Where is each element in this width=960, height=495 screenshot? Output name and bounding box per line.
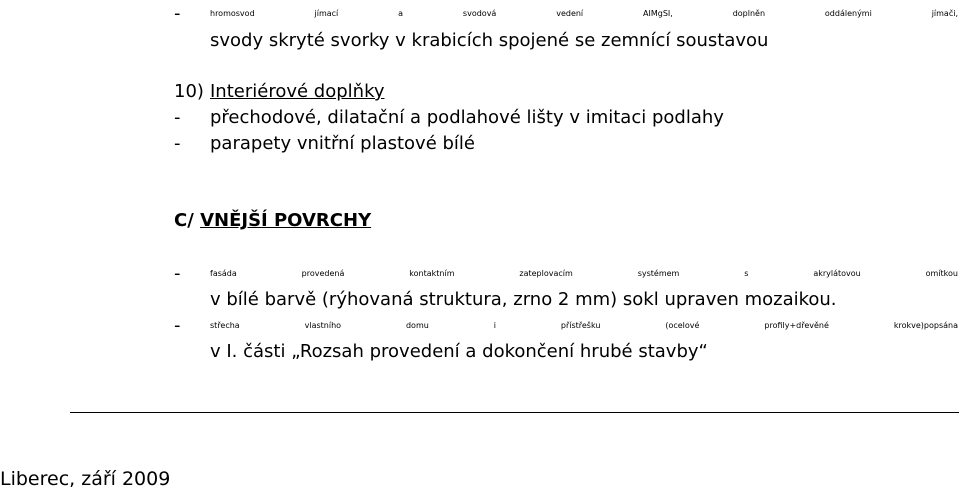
footer-place-date: Liberec, září 2009 (0, 468, 171, 490)
list-item-text-continued: v I. části „Rozsah provedení a dokončení hrubé stavby“ (210, 341, 708, 362)
list-dash: - (174, 315, 181, 336)
horizontal-rule (70, 412, 959, 413)
list-item-text: parapety vnitřní plastové bílé (210, 133, 476, 154)
list-item-text: hromosvod jímací a svodová vedení AIMgSI, doplněn oddálenými jímači, (210, 9, 958, 18)
section-heading-c (174, 209, 371, 233)
list-item-text: přechodové, dilatační a podlahové lišty v imitaci podlahy (210, 107, 724, 128)
list-item-text-continued: v bílé barvě (rýhovaná struktura, zrno 2 mm) sokl upraven mozaikou. (210, 289, 837, 310)
list-dash: - (174, 3, 181, 24)
section-prefix: C/ (174, 210, 194, 231)
list-dash: - (174, 263, 181, 284)
section-number: 10) (174, 81, 204, 102)
list-dash: - (174, 133, 181, 154)
list-item-text: fasáda provedená kontaktním zateplovacím systémem s akrylátovou omítkou (210, 269, 958, 278)
list-item-text: střecha vlastního domu i přístřešku (ocelové profily+dřevěné krokve)popsána (210, 321, 958, 330)
section-title: VNĚJŠÍ POVRCHY (200, 210, 372, 231)
section-heading: Interiérové doplňky (210, 81, 385, 102)
list-dash: - (174, 107, 181, 128)
list-item-text-continued: svody skryté svorky v krabicích spojené se zemnící soustavou (210, 30, 769, 51)
